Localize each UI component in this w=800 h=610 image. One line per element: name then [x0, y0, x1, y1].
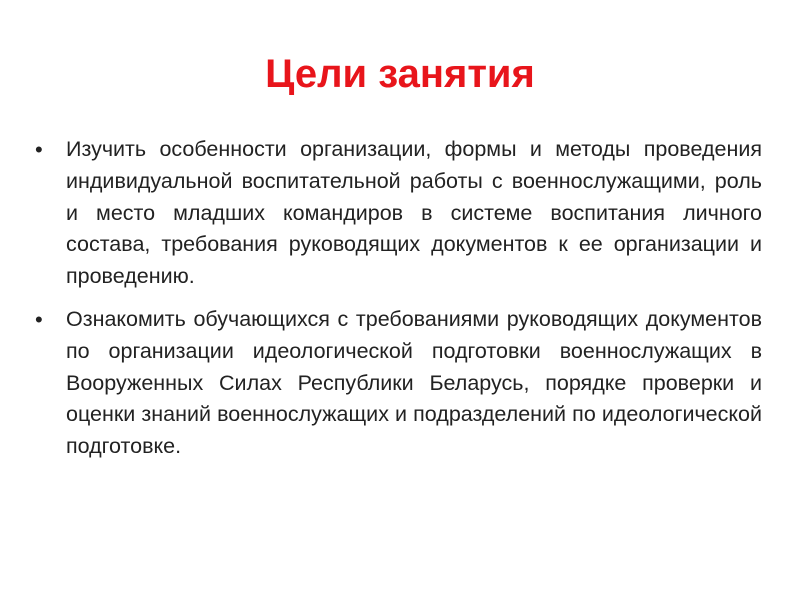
bullet-item-study-goals	[30, 134, 762, 293]
bullet-item-familiarize-goals	[30, 304, 762, 463]
bullet-dot-icon: •	[35, 137, 43, 162]
bullet-text: Изучить особенности организации, формы и методы проведения индивидуальной воспитательной работы с военнослужащими, роль и место младших командиров в системе воспитания личного состава, требования руководящих документов к ее организации и проведению.	[66, 137, 762, 289]
bullet-list	[30, 134, 762, 474]
bullet-dot-icon: •	[35, 306, 43, 332]
slide-title: Цели занятия	[265, 52, 535, 96]
bullet-text: Ознакомить обучающихся с требованиями руководящих документов по организации идеологической подготовки военнослужащих в Вооруженных Силах Республики Беларусь, порядке проверки и оценки знаний военнослужащих и подразделений по идеологической подготовке.	[66, 306, 762, 459]
